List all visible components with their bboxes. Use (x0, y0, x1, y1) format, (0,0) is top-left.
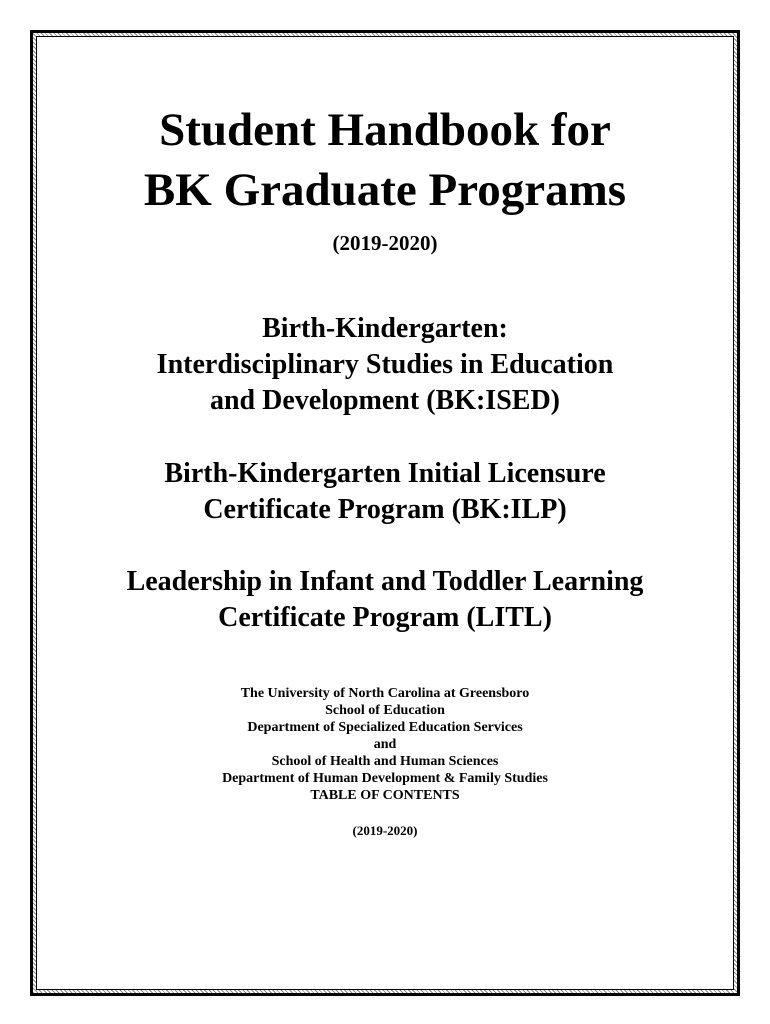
program-line: Certificate Program (BK:ILP) (203, 494, 567, 525)
program-line: Interdisciplinary Studies in Education (156, 349, 614, 380)
title-line-1: Student Handbook for (159, 104, 611, 156)
institution-line: and (373, 737, 397, 752)
institution-line: The University of North Carolina at Greensboro (240, 686, 530, 701)
institution-line: School of Education (325, 703, 445, 718)
program-bk-ilp (40, 456, 730, 528)
program-line: Certificate Program (LITL) (218, 602, 552, 633)
program-litl (40, 564, 730, 636)
footer-year: (2019-2020) (352, 823, 418, 838)
institution-line: School of Health and Human Sciences (271, 754, 499, 769)
program-line: and Development (BK:ISED) (209, 385, 560, 416)
title-line-2: BK Graduate Programs (143, 164, 627, 216)
table-of-contents-heading: TABLE OF CONTENTS (310, 788, 460, 803)
institution-line: Department of Specialized Education Services (247, 720, 523, 735)
program-line: Birth-Kindergarten: (262, 313, 508, 344)
program-line: Leadership in Infant and Toddler Learning (126, 566, 644, 597)
program-line: Birth-Kindergarten Initial Licensure (164, 458, 606, 489)
document-year: (2019-2020) (332, 231, 438, 255)
institution-line: Department of Human Development & Family Studies (222, 771, 548, 786)
institution-block (40, 685, 730, 804)
document-title (40, 100, 730, 220)
program-bk-ised (40, 311, 730, 419)
